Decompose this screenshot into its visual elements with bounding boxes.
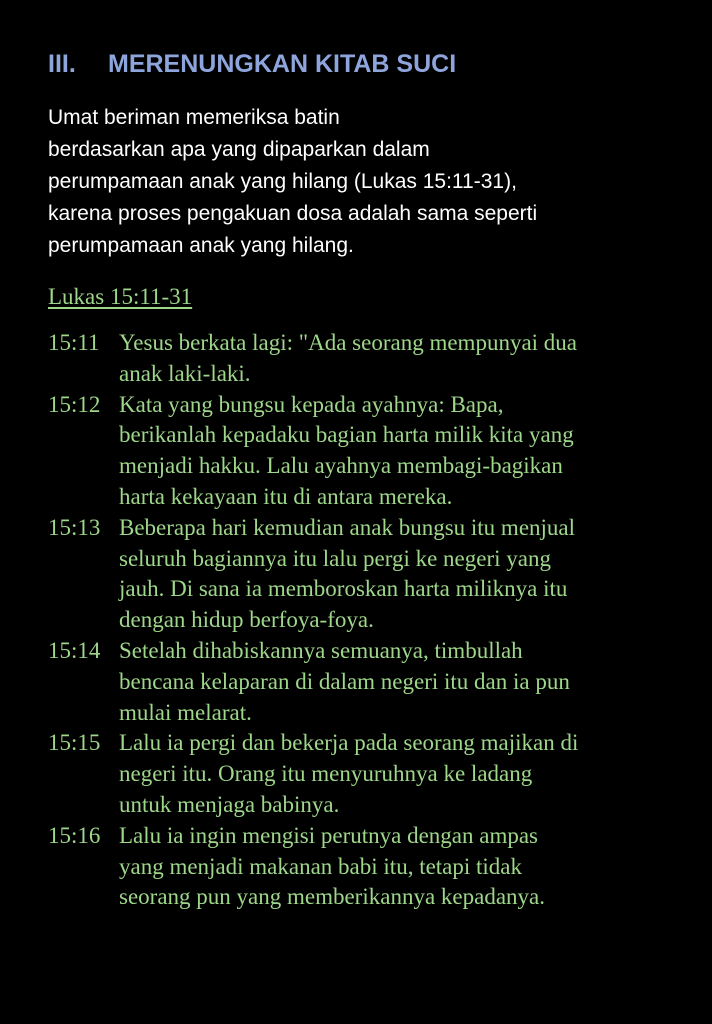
verse-text (119, 390, 688, 513)
verse-15-14 (48, 636, 688, 728)
verse-line: seorang pun yang memberikannya kepadanya. (119, 884, 545, 910)
section-title: MERENUNGKAN KITAB SUCI (108, 50, 457, 78)
intro-line: karena proses pengakuan dosa adalah sama seperti (48, 202, 538, 225)
verse-line: jauh. Di sana ia memboroskan harta miliknya itu (119, 576, 568, 602)
verse-text (119, 636, 688, 728)
verse-text (119, 728, 688, 820)
verse-15-15 (48, 728, 688, 820)
verse-line: Beberapa hari kemudian anak bungsu itu menjual (119, 514, 576, 540)
verse-line: Lalu ia ingin mengisi perutnya dengan ampas (119, 822, 538, 848)
verse-number: 15:12 (48, 391, 101, 417)
verse-list (48, 328, 688, 913)
verse-line: untuk menjaga babinya. (119, 791, 340, 817)
intro-line: berdasarkan apa yang dipaparkan dalam (48, 138, 430, 161)
verse-line: berikanlah kepadaku bagian harta milik kita yang (119, 422, 574, 448)
verse-number: 15:14 (48, 637, 101, 663)
passage-reference: Lukas 15:11-31 (48, 284, 193, 309)
section-number: III. (48, 50, 76, 78)
verse-15-12 (48, 390, 688, 513)
verse-line: Kata yang bungsu kepada ayahnya: Bapa, (119, 391, 504, 417)
verse-line: seluruh bagiannya itu lalu pergi ke negeri yang (119, 545, 551, 571)
verse-number: 15:16 (48, 822, 101, 848)
verse-line: dengan hidup berfoya-foya. (119, 607, 374, 633)
verse-number: 15:15 (48, 730, 101, 756)
intro-line: Umat beriman memeriksa batin (48, 106, 340, 129)
verse-text (119, 513, 688, 636)
intro-paragraph (48, 102, 688, 262)
verse-line: Yesus berkata lagi: "Ada seorang mempunyai dua (119, 330, 578, 355)
section-heading (48, 50, 456, 79)
intro-line: perumpamaan anak yang hilang. (48, 234, 354, 257)
verse-number: 15:13 (48, 514, 101, 540)
verse-line: harta kekayaan itu di antara mereka. (119, 483, 453, 509)
verse-text (119, 328, 688, 390)
verse-15-11 (48, 328, 688, 390)
verse-line: Setelah dihabiskannya semuanya, timbullah (119, 637, 523, 663)
verse-line: anak laki-laki. (119, 360, 251, 386)
verse-line: Lalu ia pergi dan bekerja pada seorang majikan di (119, 730, 579, 756)
intro-line: perumpamaan anak yang hilang (Lukas 15:11-31), (48, 170, 517, 193)
verse-line: negeri itu. Orang itu menyuruhnya ke ladang (119, 761, 533, 787)
verse-line: bencana kelaparan di dalam negeri itu dan ia pun (119, 668, 570, 694)
verse-text (119, 821, 688, 913)
verse-line: menjadi hakku. Lalu ayahnya membagi-bagikan (119, 453, 563, 479)
verse-15-13 (48, 513, 688, 636)
verse-line: yang menjadi makanan babi itu, tetapi tidak (119, 853, 523, 879)
verse-15-16 (48, 821, 688, 913)
verse-line: mulai melarat. (119, 699, 252, 725)
verse-number: 15:11 (48, 330, 100, 355)
